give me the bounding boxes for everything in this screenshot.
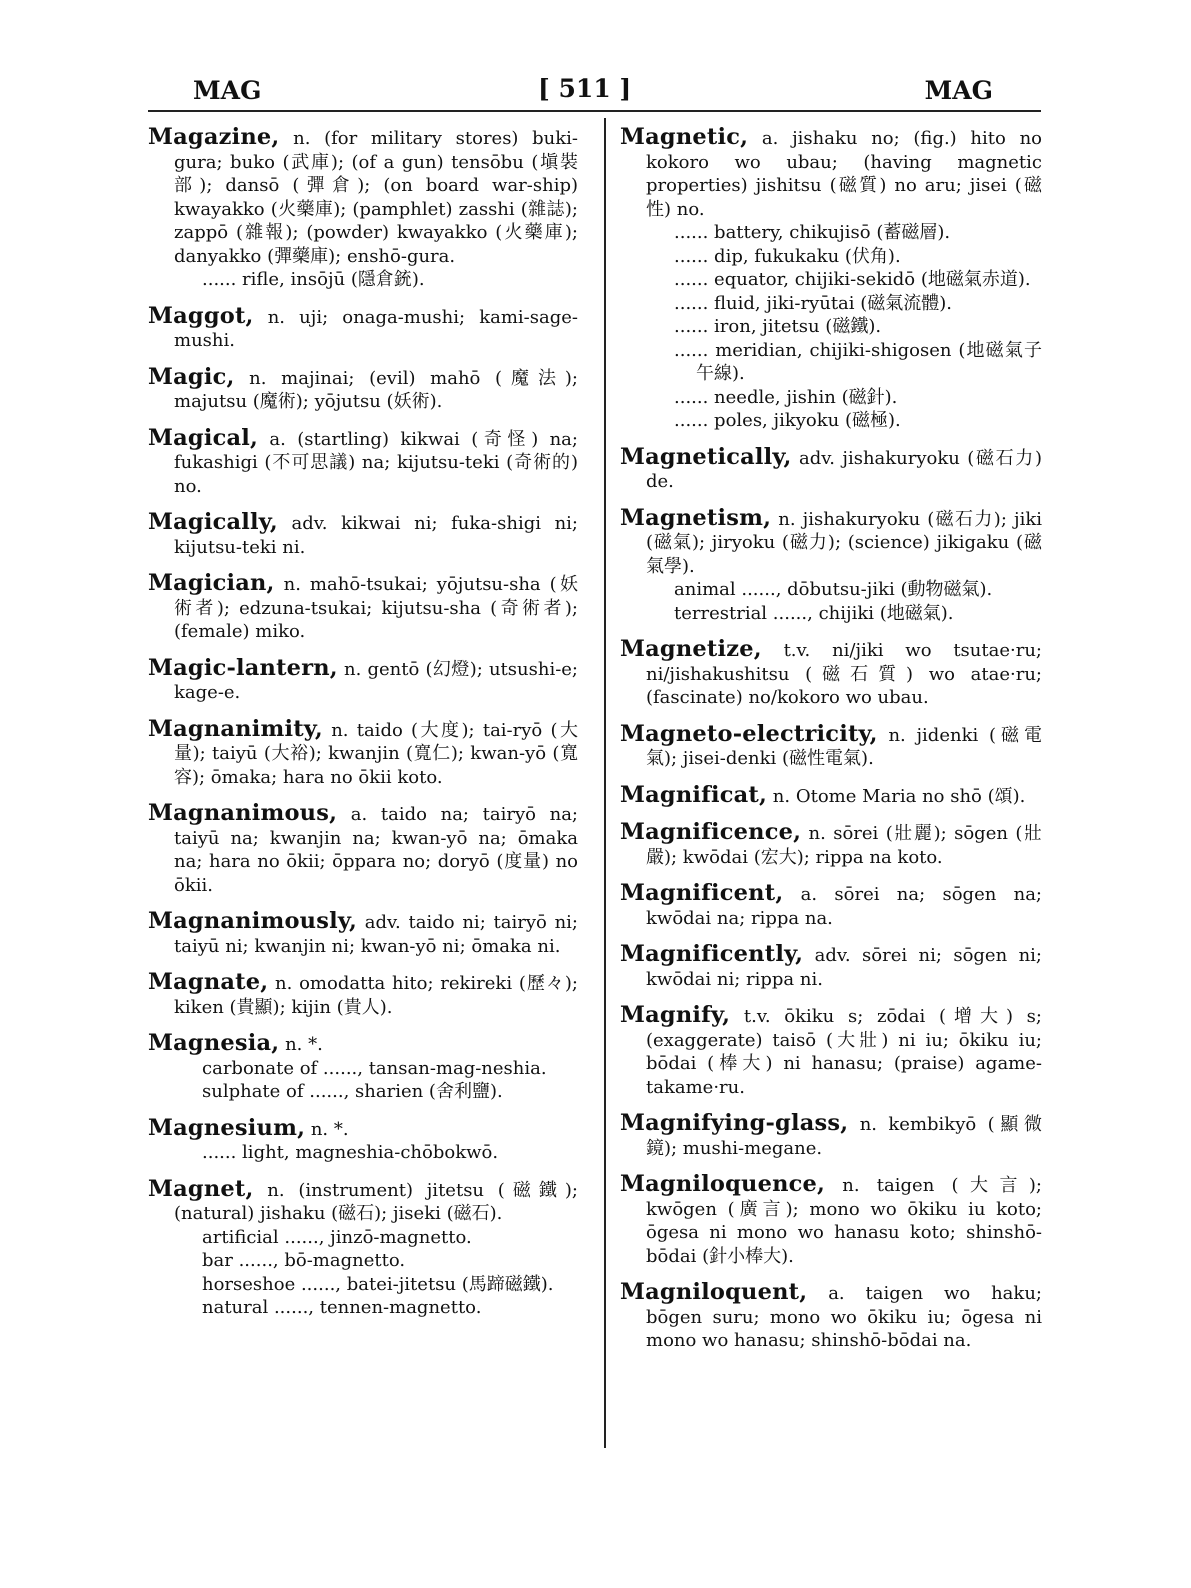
dictionary-entry [620,943,1042,991]
dictionary-entry [148,910,578,958]
entry-headword: Magnesia, [148,1030,280,1056]
entry-headword: Magnate, [148,969,269,995]
dictionary-entry [620,1173,1042,1268]
dictionary-entry [148,1114,578,1165]
page-header [148,70,1041,110]
entry-definition: n. majinai; (evil) mahō (魔法); majutsu (魔術); yōjutsu (妖術). [174,367,578,412]
dictionary-entry [620,882,1042,930]
entry-definition: a. jishaku no; (fig.) hito no kokoro wo ubau; (having magnetic properties) jishitsu (磁質) no aru; jisei (磁性) no. [646,128,1042,220]
dictionary-entry [620,443,1042,494]
entry-subsense: animal ......, dōbutsu-jiki (動物磁氣). [674,579,993,600]
entry-definition: n. kembikyō (顯微鏡); mushi-megane. [646,1114,1042,1159]
dictionary-entry [148,802,578,897]
dictionary-entry [620,781,1042,809]
dictionary-entry [148,1032,578,1104]
entry-definition: adv. kikwai ni; fuka-shigi ni; kijutsu-teki ni. [174,513,578,558]
entry-subsense: ...... light, magneshia-chōbokwō. [202,1142,499,1163]
column-divider [604,118,606,1448]
entry-definition: t.v. ōkiku s; zōdai (增大) s; (exaggerate) taisō (大壯) ni iu; ōkiku iu; bōdai (棒大) ni hanasu; (praise) agame-takame·ru. [646,1006,1042,1098]
entry-definition: n. sōrei (壯麗); sōgen (壯嚴); kwōdai (宏大); rippa na koto. [646,823,1042,868]
left-column [148,126,578,1333]
header-right-guide-word: MAG [924,76,993,105]
dictionary-entry [148,971,578,1019]
entry-subsense: sulphate of ......, sharien (舍利鹽). [202,1081,503,1102]
dictionary-entry [148,302,578,353]
header-rule [148,110,1041,112]
dictionary-entry [148,363,578,414]
entry-headword: Magnificat, [620,781,768,808]
dictionary-entry [148,572,578,644]
entry-subsense: ...... meridian, chijiki-shigosen (地磁氣子午線). [674,339,1042,384]
entry-subsense: artificial ......, jinzō-magnetto. [202,1226,472,1248]
entry-headword: Magnanimously, [148,908,358,934]
entry-headword: Magnesium, [148,1114,306,1141]
entry-headword: Magically, [148,509,278,535]
dictionary-entry [620,1281,1042,1353]
entry-headword: Magic, [148,363,235,390]
entry-definition: a. taigen wo haku; bōgen suru; mono wo ōkiku iu; ōgesa ni mono wo hanasu; shinshō-bōdai na. [646,1283,1042,1351]
entry-headword: Magnanimous, [148,800,338,826]
entry-headword: Magnificence, [620,819,802,845]
entry-headword: Magical, [148,424,259,451]
dictionary-entry [620,126,1042,433]
entry-headword: Magniloquent, [620,1279,808,1305]
entry-definition: n. uji; onaga-mushi; kami-sage-mushi. [174,306,578,351]
dictionary-entry [148,424,578,499]
entry-headword: Maggot, [148,302,254,329]
entry-headword: Magnetically, [620,443,792,470]
entry-headword: Magnanimity, [148,715,323,742]
entry-headword: Magnetize, [620,636,762,662]
dictionary-entry [620,821,1042,869]
entry-subsense: ...... fluid, jiki-ryūtai (磁氣流體). [674,292,953,314]
entry-definition: n. *. [285,1034,323,1055]
entry-definition: n. taigen (大言); kwōgen (廣言); mono wo ōkiku iu koto; ōgesa ni mono wo hanasu koto; shinshō-bōdai (針小棒大). [646,1175,1042,1267]
entry-headword: Magnetism, [620,504,772,531]
entry-subsense: bar ......, bō-magnetto. [202,1250,406,1271]
dictionary-entry [148,511,578,559]
entry-definition: n. (for military stores) buki-gura; buko (武庫); (of a gun) tensōbu (塡裝部); dansō (彈倉); (on board war-ship) kwayakko (火藥庫); (pamphlet) zasshi (雜誌); zappō (雜報); (powder) kwayakko (火藥庫); danyakko (彈藥庫); enshō-gura. [174,128,578,267]
entry-headword: Magnificently, [620,941,804,967]
entry-definition: t.v. ni/jiki wo tsutae·ru; ni/jishakushitsu (磁石質) wo atae·ru; (fascinate) no/kokoro wo ubau. [646,640,1042,708]
entry-headword: Magnify, [620,1002,731,1028]
header-left-guide-word: MAG [193,76,262,105]
dictionary-entry [620,1004,1042,1099]
entry-subsense: terrestrial ......, chijiki (地磁氣). [674,602,954,624]
entry-headword: Magic-lantern, [148,654,338,681]
entry-headword: Magnifying-glass, [620,1110,849,1136]
entry-headword: Magneto-electricity, [620,720,878,747]
entry-headword: Magnificent, [620,880,784,906]
entry-headword: Magnet, [148,1175,254,1202]
page-number: [ 511 ] [538,74,632,103]
entry-subsense: carbonate of ......, tansan-mag-neshia. [202,1057,547,1079]
entry-definition: n. jidenki (磁電氣); jisei-denki (磁性電氣). [646,724,1042,769]
dictionary-entry [148,715,578,790]
dictionary-entry [148,1175,578,1320]
entry-headword: Magniloquence, [620,1171,826,1197]
entry-headword: Magician, [148,570,275,596]
entry-definition: n. mahō-tsukai; yōjutsu-sha (妖術者); edzuna-tsukai; kijutsu-sha (奇術者); (female) miko. [174,574,578,642]
entry-subsense: horseshoe ......, batei-jitetsu (馬蹄磁鐵). [202,1273,554,1295]
entry-definition: n. jishakuryoku (磁石力); jiki (磁氣); jiryoku (磁力); (science) jikigaku (磁氣學). [646,508,1042,577]
entry-definition: adv. sōrei ni; sōgen ni; kwōdai ni; rippa ni. [646,945,1042,990]
entry-definition: a. taido na; tairyō na; taiyū na; kwanjin na; kwan-yō na; ōmaka na; hara no ōkii; ōppara no; doryō (度量) no ōkii. [174,804,578,896]
dictionary-entry [620,504,1042,626]
entry-definition: adv. jishakuryoku (磁石力) de. [646,447,1042,492]
entry-definition: a. (startling) kikwai (奇怪) na; fukashigi (不可思議) na; kijutsu-teki (奇術的) no. [174,428,578,497]
entry-definition: n. omodatta hito; rekireki (歷々); kiken (貴顯); kijin (貴人). [174,973,578,1018]
entry-definition: n. Otome Maria no shō (頌). [772,785,1026,807]
dictionary-entry [620,720,1042,771]
entry-definition: n. taido (大度); tai-ryō (大量); taiyū (大裕); kwanjin (寬仁); kwan-yō (寬容); ōmaka; hara no ōkii koto. [174,719,578,788]
dictionary-entry [148,126,578,292]
entry-definition: n. *. [310,1118,349,1140]
right-column [620,126,1042,1366]
dictionary-entry [620,1112,1042,1160]
entry-subsense: ...... poles, jikyoku (磁極). [674,410,901,431]
entry-headword: Magazine, [148,124,280,150]
entry-subsense: ...... needle, jishin (磁針). [674,386,898,408]
entry-definition: adv. taido ni; tairyō ni; taiyū ni; kwanjin ni; kwan-yō ni; ōmaka ni. [174,912,578,957]
entry-subsense: ...... rifle, insōjū (隱倉銃). [202,269,425,290]
entry-subsense: ...... battery, chikujisō (蓄磁層). [674,222,951,243]
dictionary-entry [148,654,578,705]
entry-subsense: ...... equator, chijiki-sekidō (地磁氣赤道). [674,269,1031,290]
dictionary-entry [620,638,1042,710]
entry-subsense: natural ......, tennen-magnetto. [202,1297,482,1318]
entry-headword: Magnetic, [620,124,749,150]
entry-definition: n. (instrument) jitetsu (磁鐵); (natural) jishaku (磁石); jiseki (磁石). [174,1179,578,1224]
entry-definition: n. gentō (幻燈); utsushi-e; kage-e. [174,658,578,703]
entry-definition: a. sōrei na; sōgen na; kwōdai na; rippa na. [646,884,1042,929]
entry-subsense: ...... dip, fukukaku (伏角). [674,245,901,267]
entry-subsense: ...... iron, jitetsu (磁鐵). [674,316,882,337]
